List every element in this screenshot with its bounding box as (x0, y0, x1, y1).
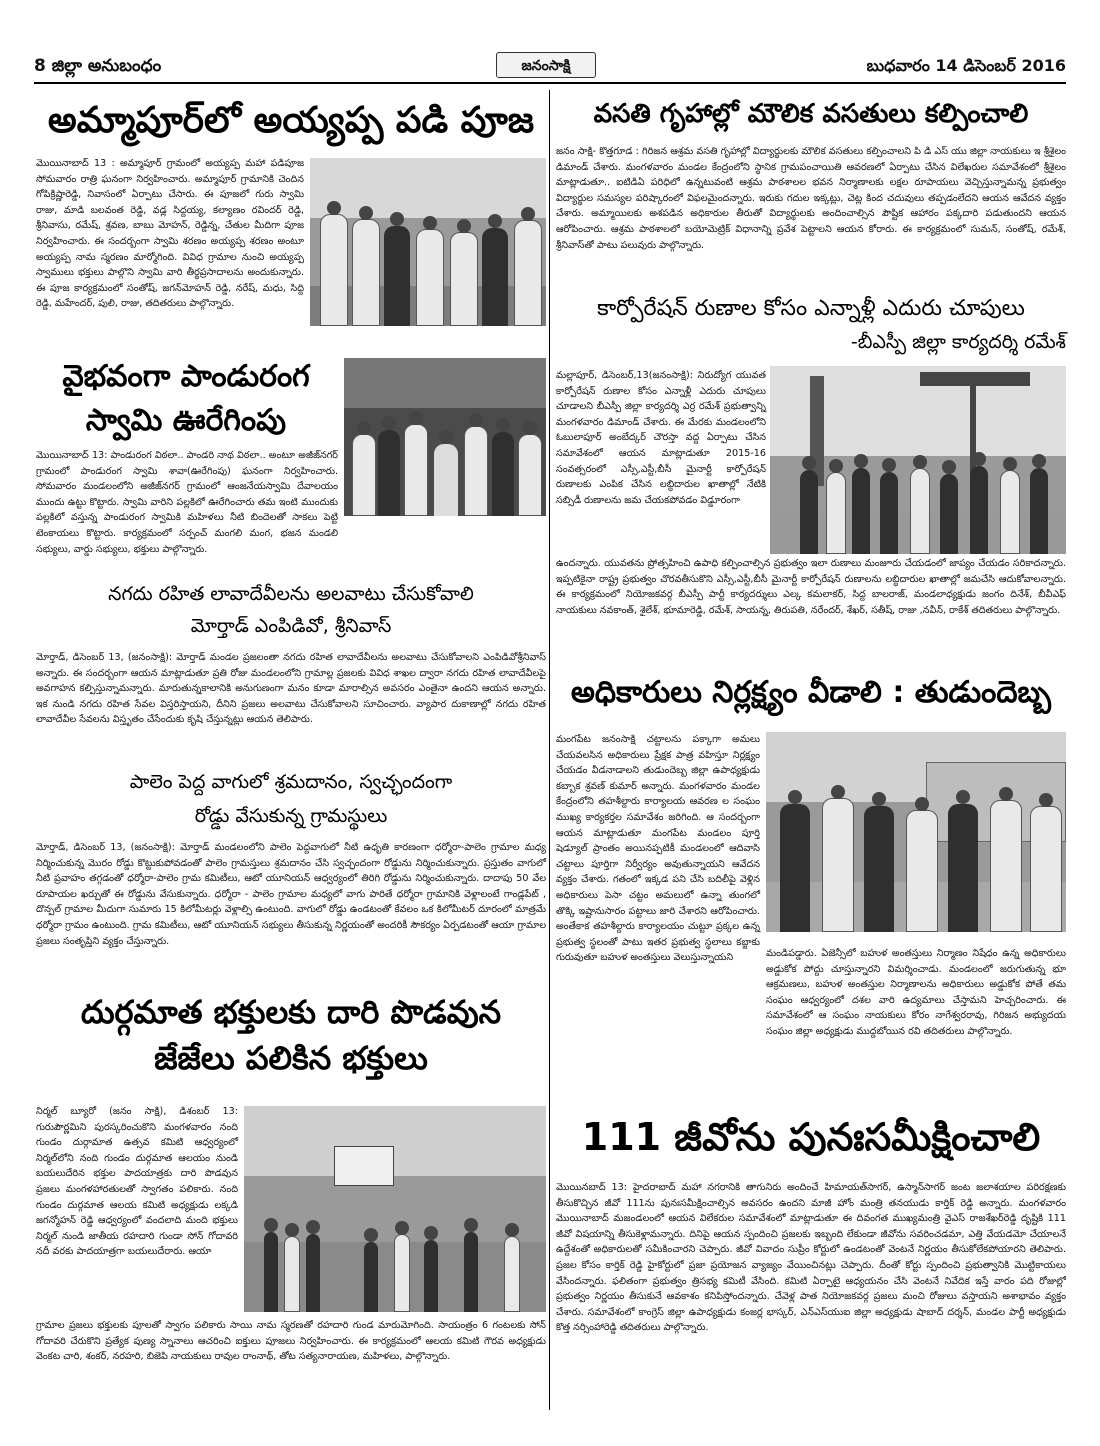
article-headline-line1: దుర్గమాత భక్తులకు దారి పొడవున (80, 993, 502, 1031)
article-body: నిర్మల్ బ్యూరో (జనం సాక్షి), డిశంబర్ 13: గురుపౌర్ణమిని పురస్కరించుకొని మంగళవారం నంది గుండం దుర్గామాత ఉత్సవ కమిటి ఆధ్వర్యంలో నిర్మల్‌లోని నంది గుండం దుర్గమాత ఆలయం నుండి బయలుదేరిన భక్తుల పాదయాత్రకు దారి పొడవున ప్రజలు మంగళహారతులతో స్వాగతం పలికారు. నంది గుండం దుర్గమాత ఆలయ కమిటి అధ్యక్షుడు లక్కడి జగన్మోహన్ రెడ్డి ఆధ్వర్యంలో వందలాది మంది భక్తులు నిర్మల్ నుండి జాతీయ రహదారి గుండా సోన్ గోదావరి నదీ వరకు పాదయాత్రగా బయలుదేరారు. ఆయా (36, 1106, 238, 1258)
article-body-continued: గ్రామాల ప్రజలు భక్తులకు పూలతో స్వాగం పలికారు సాయి నామ స్మరణతో రహదారి గుండ మారుమోగింది. సాయంత్రం 6 గంటలకు సోన్ గోదావరి చేరుకొని ప్రత్యేక పుణ్య స్నానాలు ఆచరించి ఐక్తులు పూజలు నిర్వహించారు. ఈ కార్యక్రమంలో ఆలయ కమిటి గౌరవ అధ్యక్షుడు వెంకట చారి, శంకర్, నరహరి, బిజెపి నాయకులు రావుల రాంనాథ్, తోట సత్యనారాయణ, మహిళలు, పాల్గొన్నారు. (36, 1320, 546, 1363)
article-body: జనం సాక్షి- కొత్తగూడ : గిరిజన ఆశ్రమ వసతి గృహాల్లో విద్యార్థులకు మౌలిక వసతులు కల్పించాలని పి డి ఎస్ యు జిల్లా నాయకులు ఇ శ్రీశైలం డిమాండ్ చేశారు. మంగళవారం మండల కేంద్రంలోని స్థానిక గ్రామపంచాయితి ఆవరణలో ఏర్పాటు చేసిన విలేఖరుల సమావేశంలో శ్రీశైలం మాట్లాడుతూ.. ఐటిడిఏ పరిధిలో ఉన్నటువంటి ఆశ్రమ పాఠశాలల భవన నిర్మాణాలకు లక్షల రూపాయలు వెచ్చిస్తున్నామన్న ప్రభుత్వం విద్యార్థుల సమస్యల పరిష్కారంలో విఫలమైందన్నారు. ఇరుకు గదుల ఇక్కట్లు, చెట్ల కింద చదువులు తప్పడంలేదని ఆయన ఆవేదన వ్యక్తం చేశారు. అమ్మాయిలకు అశపడిన అధికారుల తీరుతో విద్యార్థులకు అందించాల్సిన పౌష్టిక ఆహారం పక్కదారి పడుతుందని ఆయన ఆరోపించారు. ఆశ్రమ పాఠశాలలో బయోమెట్రిక్ విధానాన్ని ప్రవేశ పెట్టాలని ఆయన కోరారు. ఈ కార్యక్రమంలో సుమన్, సంతోష్, రమేశ్, శ్రీనివాస్‌తో పాటు పలువురు పాల్గొన్నారు. (556, 146, 1066, 251)
article-headline-line2: రోడ్డు వేసుకున్న గ్రామస్థులు (194, 805, 388, 827)
issue-date: బుధవారం 14 డిసెంబర్ 2016 (866, 56, 1066, 75)
article-body-continued (36, 272, 546, 336)
durgamata-devotees-photo (244, 1106, 546, 1312)
masthead-text: జనంసాక్షి (521, 58, 571, 74)
article-body: మంగపేట జనంసాక్షి చట్టాలను పక్కాగా అమలు చేయవలసిన అధికారులు ప్రేక్షక పాత్ర వహిస్తూ నిర్లక్ష్యం చేయడం వీడనాడాలని తుడుందెబ్బ జిల్లా ఉపాధ్యక్షుడు కబ్బాక శ్రవణ్ కుమార్ అన్నారు. మంగళవారం మండల కేంద్రంలోని తహశీల్దారు కార్యాలయ ఆవరణ ల సంఘం ముఖ్య కార్యకర్తల సమావేశం జరిగింది. ఆ సందర్బంగా ఆయన మాట్లాడుతూ మంగపేట మండలం పూర్తి షెడ్యూల్ ప్రాంతం అయినప్పటికీ మండలంలో ఆదివాసి చట్టాలు పూర్తిగా నిర్వీర్యం అవుతున్నాయని ఆవేదన వ్యక్తం చేశారు. గతంలో ఇక్కడ పని చేసి బదిలీపై వెళ్లిన అధికారులు పెసా చట్టం అమలులో ఉన్నా తుంగలో తొక్కి ఇష్టానుసారం పట్టాలు జారి చేశారని ఆరోపించారు. అంతేకాక తహశీల్దారు కార్యాలయం చుట్టూ ప్రక్కల ఉన్న ప్రభుత్వ స్థలంతో పాటు ఇతర ప్రభుత్వ స్థలాలు కబ్జాకు గురువుతూ బహుళ అంతస్తులు వెలుస్తున్నాయని (556, 734, 760, 964)
column-divider (549, 90, 550, 1410)
article-headline: అధికారులు నిర్లక్ష్యం వీడాలి : తుడుందెబ్బ (570, 675, 1052, 710)
article-headline: కార్పోరేషన్ రుణాల కోసం ఎన్నాళ్లీ ఎదురు చూపులు (597, 296, 1025, 321)
article-headline-line1: పాలెం పెద్ద వాగులో శ్రమదానం, స్వచ్ఛందంగా (129, 771, 453, 793)
article-body: మోర్తాడ్, డిసెంబర్ 13, (జనంసాక్షి): మోర్తాడ్ మండల ప్రజలంతా నగదు రహిత లావాదేవీలను అలవాటు చేసుకోవాలని ఎంపిడివోశ్రీనివాస్ అన్నారు. ఈ సందర్బంగా ఆయన మాట్లాడుతూ ప్రతి రోజు మండలంలోని గ్రామాల్ల ప్రజలకు వివిధ శాఖల ద్వారా నగదు రహిత లావాదేవీలపై అవగాహన కల్పిస్తున్నామన్నారు. మారుతున్నకాలానికి అనుగుణంగా మనం కూడా మారాల్సిన అవసరం ఎంతైనా ఉందని ఆయన అన్నారు. ఇక నుండి నగదు రహిత సేవల విస్తరిస్తాయని, దీనిని ప్రజలు అలవాటు చేసుకోవాలని సూచించారు. వ్యాపార దుకాణాల్లో నగదు రహిత లావాదేవీల సేవలను విస్తృతం చేసేందుకు కృషి చేస్తున్నట్లు ఆయన తెలిపారు. (36, 652, 546, 726)
article-subheadline: -బీఎస్పీ జిల్లా కార్యదర్శి రమేశ్ (850, 331, 1066, 353)
panduranga-procession-photo (344, 358, 546, 516)
article-body-right: మండిపడ్డారు. ఏజెన్సీలో బహుళ అంతస్తులు నిర్మాణం నిషేధం ఉన్న అధికారులు అడ్డుకోక పోద్దు చూస్తున్నారని విమర్శించాడు. మండలంలో జరుగుతున్న భూ ఆక్రమణలు, బహుళ అంతస్తుల నిర్మాణాలను అధికారులు అడ్డుకోక పోతే తమ సంఘం ఆధ్వర్యంలో దశల వారి ఉద్యమాలు చేస్తామని హెచ్చరించారు. ఈ సమావేశంలో ఆ సంఘం నాయకులు కోరం నాగేశ్వరరావు, గిరిజన అభ్యుదయ సంఘం జిల్లా అధ్యక్షుడు ముద్దబోయిన రవి తదితరులు పాల్గొన్నారు. (766, 948, 1066, 1037)
article-headline-line2: మోర్తాడ్ ఎంపిడివో, శ్రీనివాస్ (190, 615, 392, 637)
article-headline-line2: జేజేలు పలికిన భక్తులు (154, 1039, 428, 1077)
article-headline: అమ్మాపూర్‌లో అయ్యప్ప పడి పూజ (47, 100, 535, 141)
article-body: మొయినాబాద్ 13 : అమ్మాపూర్ గ్రామంలో అయ్యప్ప మహా పడిపూజ సోమవారం రాత్రి ఘనంగా నిర్వహించారు. అమ్మాపూర్ గ్రామానికి చెందిన గోపిక్రిష్ణారెడ్డి, నివాసంలో ఏర్పాటు చేసారు. ఈ పూజలో గురు స్వామి రాజు, మాడి బలవంత రెడ్డి, వడ్ల సిద్దయ్య, కల్యాణం రవిందర్ రెడ్డి, శ్రీనివాసు, రమేష్, శ్రవణ, బాబు మోహన్, రెడ్డిన్న, చేతుల మీదిగా పూజ నిర్వహించారు. ఈ సందర్బంగా స్వామి శరణం అయ్యప్ప శరణం అంటూ అయ్యప్ప నామ స్మరణం మార్మోగింది. వివిధ గ్రామాల నుంచి అయ్యప్ప స్వాములు భక్తులు పాల్గొని స్వామి వారి తీర్థప్రసాదాలను అందుకున్నారు. ఈ పూజ కార్యక్రమంలో సంతోష్, జగన్‌మోహన్ రెడ్డి, నరేష్, మధు, సిద్ది రెడ్డి, మహేందర్, పులి, రాజు, తదితరులు పాల్గొన్నారు. (36, 158, 304, 310)
header-rule (34, 82, 1066, 84)
article-headline: వసతి గృహాల్లో మౌలిక వసతులు కల్పించాలి (593, 99, 1029, 129)
article-headline-line2: స్వామి ఊరేగింపు (85, 403, 287, 438)
article-headline-line1: నగదు రహిత లావాదేవీలను అలవాటు చేసుకోవాలి (108, 583, 474, 605)
page-number-label: 8 జిల్లా అనుబంధం (34, 56, 162, 76)
bsp-meeting-photo (770, 366, 1066, 554)
article-body: మోర్తాడ్, డిసెంబర్ 13, (జనంసాక్షి): మోర్తాడ్ మండలంలోని పాలెం పెద్దవాగులో నీటి ఉధృతి కారణంగా ధర్మోరా-పాలెం గ్రామాల మధ్య నిర్మించుకున్న మొరం రోడ్డు కొట్టుకుపోవడంతో పాలెం గ్రామస్తులు శ్రమదానం చేసి స్వచ్ఛందంగా రోడ్డును నిర్మించుకున్నారు. ప్రస్తుతం వాగులో నీటి ప్రవాహం తగ్గడంతో ధర్మోరా-పాలెం గ్రామ కమిటీలు, ఆటో యూనియన్ ఆధ్వర్యంలో తిరిగి రోడ్డును నిర్మించుకున్నారు. దాదాపు 50 వేల రూపాయల ఖర్చుతో ఈ రోడ్డును వేసుకున్నారు. ధర్మోరా - పాలెం గ్రామాల మధ్యలో వాగు పారితే ధర్మోరా గ్రామానికి వెళ్లాలంటే గాండ్లపేట్ , దొన్పల్ గ్రామాల మీదుగా సుమారు 15 కిలోమీటర్లు వెళ్లాల్సి ఉంటుంది. వాగులో రోడ్డు ఉండటంతో కేవలం ఒక కిలోమీటర్ దూరంలో మాత్రమే ధర్మోరా గ్రామం ఉంటుంది. గ్రామ కమిటీలు, ఆటో యూనియన్ సభ్యులు తీసుకున్న నిర్ణయంతో అందరికీ సౌకర్యం ఏర్పడటంతో ఆయా గ్రామాల ప్రజలు సంతృప్తిని వ్యక్తం చేస్తున్నారు. (36, 842, 546, 947)
masthead-logo (496, 52, 596, 78)
article-body: మొయినాబాద్ 13: పాండురంగ విఠలా.. పాండరి నాథ విఠలా.. అంటూ అజీజ్‌నగర్ గ్రామంలో పాండురంగ స్వామి శావా(ఊరేగింపు) ఘనంగా నిర్వహించారు. సోమవారం మండలంలోని అజీజ్‌నగర్ గ్రామంలో ఆంజనేయస్వామి దేవాలయం ముందు ఉట్టు కొట్టారు. స్వామి వారిని పల్లకిలో ఊరేగించారు తమ ఇంటి ముందుకు పల్లకిలో వస్తున్న పాండురంగ స్వామికి మహిళలు నీటి బిందెలతో సాకలు పెట్టి టెంకాయలు కొట్టారు. కార్యక్రమంలో సర్పంచ్ మంగలి మంగ, భజన మండలి సభ్యులు, వార్డు సభ్యులు, భక్తులు పాల్గొన్నారు. (36, 450, 338, 555)
article-body: మల్లాపూర్, డిసెంబర్,13(జనంసాక్షి): నిరుద్యోగ యువత కార్పోరేషన్ రుణాల కోసం ఎన్నాళ్లీ ఎదురు చూపులు చూడాలని బీఎస్పీ జిల్లా కార్యదర్శి ఎర్ర రమేశ్ ప్రభుత్వాన్ని మంగళవారం డిమాండ్ చేశారు. ఈ మేరకు మండలంలోని ఓబులాపూర్ అంబేద్కర్ చౌరస్తా వద్ద ఏర్పాటు చేసిన సమావేశంలో ఆయన మాట్లాడుతూ 2015-16 సంవత్సరంలో ఎస్సీ,ఎస్టీ,బీసీ మైనార్టీ కార్పోరేషన్ రుణాలకు ఎంపిక చేసిన లబ్ధిదారుల ఖాతాల్లో నేటికి సబ్సిడీ రుణాలను జమ చేయకపోవడం విడ్డూరంగా (556, 370, 766, 506)
article-body-continued: ఉందన్నారు. యువతను ప్రోత్సహించి ఉపాధి కల్పించాల్సిన ప్రభుత్వం ఇలా రుణాలు మంజూరు చేయడంలో జాప్యం చేయడం సరికాదన్నారు. ఇప్పటికైనా రాష్ట్ర ప్రభుత్వం చొరవతీసుకొని ఎస్సీ,ఎస్టీ,బీసీ మైనార్టీ కార్పోరేషన్ రుణాలను లబ్ధిదారుల ఖాతాల్లో జమచేసి ఆదుకోవాలన్నారు. ఈ కార్యక్రమంలో నియోజకవర్గ బీఎస్పీ పార్టీ కార్యదర్శులు ఎల్క కమలాకర్, సిద్ద బాలరాజ్, మండలాధ్యక్షుడు జంగం దినేశ్, బీవీఎఫ్ నాయకులు నవకాంత్, శైలేశ్, భూమారెడ్డి, రమేశ్, సాయన్న, తిరుపతి, నరేందర్, శేఖర్, సతీష్, రాజు ,నవీన్, రాకేశ్ తదితరులు పాల్గొన్నారు. (556, 558, 1066, 616)
article-headline-line1: వైభవంగా పాండురంగ (62, 359, 310, 394)
article-body: మొయినబాద్ 13: హైదరాబాద్ మహా నగరానికి తాగునిరు అందించే హిమాయత్‌సాగర్, ఉస్మాన్‌సాగర్ జంట జలాశయాల పరిరక్షణకు తీసుకొచ్చిన జీవో 111ను పునఃసమీక్షించాల్సిన అవసరం ఉందని మాజీ హోం మంత్రి తనయుడు కార్తిక్ రెడ్డి అన్నారు. మంగళవారం మొయినాబాద్ మజండలంలో ఆయన విలేకరుల సమావేశంలో మాట్లాడుతూ ఈ దివంగత ముఖ్యమంత్రి వైఎస్ రాజశేఖర్‌రెడ్డి దృష్టికి 111 జీవో విషయాన్ని తీసుకెళ్లామన్నారు. దినిపై ఆయన స్పందించి ప్రజలకు ఇబ్బంది లేకుండా జీవోను సవరించడమా, ఎత్తి వేయడమో చేయాలనే ఉద్దేశంతో అధికారులతో సమీకించారని చెప్పారు. జీవో వివాదం సుప్రీం కోర్టులో ఉండటంతో వెంటనే నిర్ణయం తీసుకోలేకపోయారని తెలిపారు. ప్రజల కోసం కార్తిక్ రెడ్డి హైకోర్టులో ప్రజా ప్రయోజన వ్యాజ్యం వేయించినట్లు చెప్పారు. దీంతో కోర్టు స్పందించి ప్రభుత్వానికి మొట్టికాయలు వేసిందన్నారు. ఫలితంగా ప్రభుత్వం త్రిసభ్య కమిటీ వేసింది. కమిటి ఏర్పాటై ఆధ్యయనం చేసి వెంటనే నివేదిక ఇస్తే వారం పది రోజుల్లో ప్రభుత్వం నిర్ణయం తీసుకునే ఆవకాశం కనిపిస్తోందన్నారు. చేవెళ్ల పాత నియోజకవర్గ ప్రజలు మంచి రోజులు వస్తాయని అశాభావం వ్యక్తం చేశారు. సమావేశంలో కాంగ్రెస్ జిల్లా ఉపాధ్యక్షుడు కంజర్ల భాస్కర్, ఎన్‌ఎస్‌యుఐ జిల్లా అధ్యక్షుడు షాబాద్ దర్శన్, మండల పార్టీ అధ్యక్షుడు కొత్త నర్సింహారెడ్డి తదితరులు పాల్గొన్నారు. (556, 1182, 1066, 1334)
article-headline: 111 జీవోను పునఃసమీక్షించాలి (581, 1115, 1041, 1159)
tudumdebba-leaders-photo (766, 732, 1066, 932)
